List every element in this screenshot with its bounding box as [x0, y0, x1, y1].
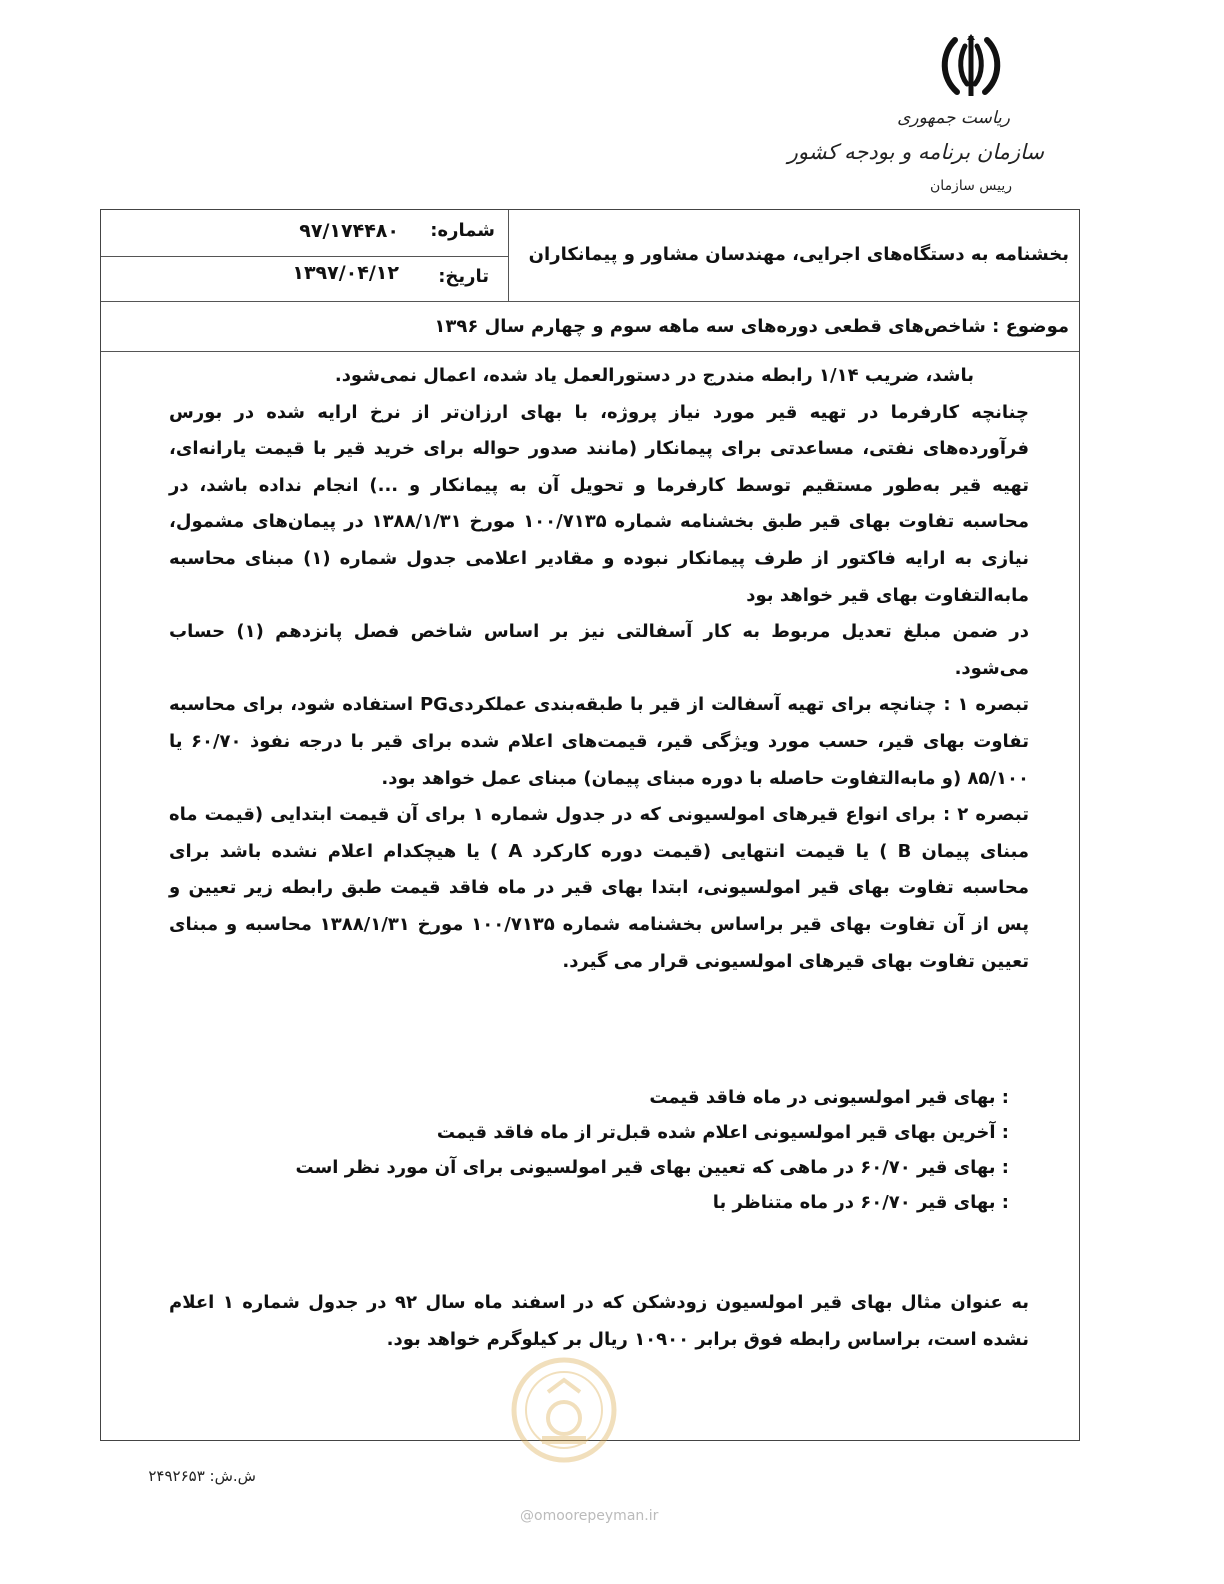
serial-number: ش.ش: ۲۴۹۲۶۵۳ [148, 1467, 256, 1485]
paragraph-4: تبصره ۱ : چنانچه برای تهیه آسفالت از قیر با طبقه‌بندی عملکردیPG استفاده شود، برای محاسبه تفاوت بهای قیر، حسب مورد ویژگی قیر، قیمت‌های اعلام شده برای قیر با درجه نفوذ ۶۰/۷۰ یا ۸۵/۱۰۰ (و مابه‌التفاوت حاصله با دوره مبنای پیمان) مبنای عمل خواهد بود. [169, 694, 1030, 789]
org-title-ministry: سازمان برنامه و بودجه کشور [787, 140, 1044, 164]
watermark-seal-icon [508, 1352, 620, 1472]
legend-item: : بهای قیر امولسیونی در ماه فاقد قیمت [649, 1087, 1009, 1108]
legend-item: : آخرین بهای قیر امولسیونی اعلام شده قبل‌تر از ماه فاقد قیمت [436, 1122, 1009, 1143]
legend-item: : بهای قیر ۶۰/۷۰ در ماهی که تعیین بهای قیر امولسیونی برای آن مورد نظر است [295, 1157, 1009, 1178]
date-value: ۱۳۹۷/۰۴/۱۲ [292, 262, 399, 284]
date-label: تاریخ: [438, 266, 489, 287]
header-divider [101, 301, 1079, 302]
number-value: ۹۷/۱۷۴۴۸۰ [299, 220, 399, 242]
org-title-presidency: ریاست جمهوری [897, 108, 1010, 128]
subject: موضوع : شاخص‌های قطعی دوره‌های سه ماهه سوم و چهارم سال ۱۳۹۶ [434, 316, 1069, 337]
example-paragraph: به عنوان مثال بهای قیر امولسیون زودشکن که در اسفند ماه سال ۹۲ در جدول شماره ۱ اعلام نشده است، براساس رابطه فوق برابر ۱۰۹۰۰ ریال بر کیلوگرم خواهد بود. [169, 1292, 1030, 1350]
paragraph-2: چنانچه کارفرما در تهیه قیر مورد نیاز پروژه، با بهای ارزان‌تر از نرخ ارایه شده در بورس فرآورده‌های نفتی، مساعدتی برای پیمانکار (مانند صدور حواله برای خرید قیر با قیمت یارانه‌ای، تهیه قیر به‌طور مستقیم توسط کارفرما و تحویل آن به پیمانکار و ...) انجام نداده باشد، در محاسبه تفاوت بهای قیر طبق بخشنامه شماره ۱۰۰/۷۱۳۵ مورخ ۱۳۸۸/۱/۳۱ در پیمان‌های مشمول، نیازی به ارایه فاکتور از طرف پیمانکار نبوده و مقادیر اعلامی جدول شماره (۱) مبنای محاسبه مابه‌التفاوت بهای قیر خواهد بود [169, 401, 1029, 606]
subject-divider [101, 351, 1079, 352]
legend-item: : بهای قیر ۶۰/۷۰ در ماه متناظر با [712, 1192, 1009, 1213]
watermark-url: @omoorepeyman.ir [520, 1508, 659, 1524]
org-title-head: رییس سازمان [930, 178, 1012, 194]
paragraph-3: در ضمن مبلغ تعدیل مربوط به کار آسفالتی نیز بر اساس شاخص فصل پانزدهم (۱) حساب می‌شود. [169, 621, 1029, 679]
paragraph-1: باشد، ضریب ۱/۱۴ رابطه مندرج در دستورالعمل یاد شده، اعمال نمی‌شود. [334, 365, 974, 386]
recipients: بخشنامه به دستگاه‌های اجرایی، مهندسان مشاور و پیمانکاران [528, 244, 1069, 265]
meta-vertical-divider [508, 210, 509, 301]
number-label: شماره: [430, 220, 495, 241]
body-text [169, 358, 1029, 980]
paragraph-5: تبصره ۲ : برای انواع قیرهای امولسیونی که در جدول شماره ۱ برای آن قیمت ابتدایی (قیمت ماه مبنای پیمان B ) یا قیمت انتهایی (قیمت دوره کارکرد A ) یا هیچکدام اعلام نشده باشد برای محاسبه تفاوت بهای قیر امولسیونی، ابتدا بهای قیر در ماه فاقد قیمت طبق رابطه زیر تعیین و پس از آن تفاوت بهای قیر براساس بخشنامه شماره ۱۰۰/۷۱۳۵ مورخ ۱۳۸۸/۱/۳۱ محاسبه و مبنای تعیین تفاوت بهای قیرهای امولسیونی قرار می گیرد. [169, 804, 1030, 972]
formula-legend [296, 1080, 1009, 1220]
emblem-icon [935, 32, 1007, 104]
meta-divider [101, 256, 509, 257]
